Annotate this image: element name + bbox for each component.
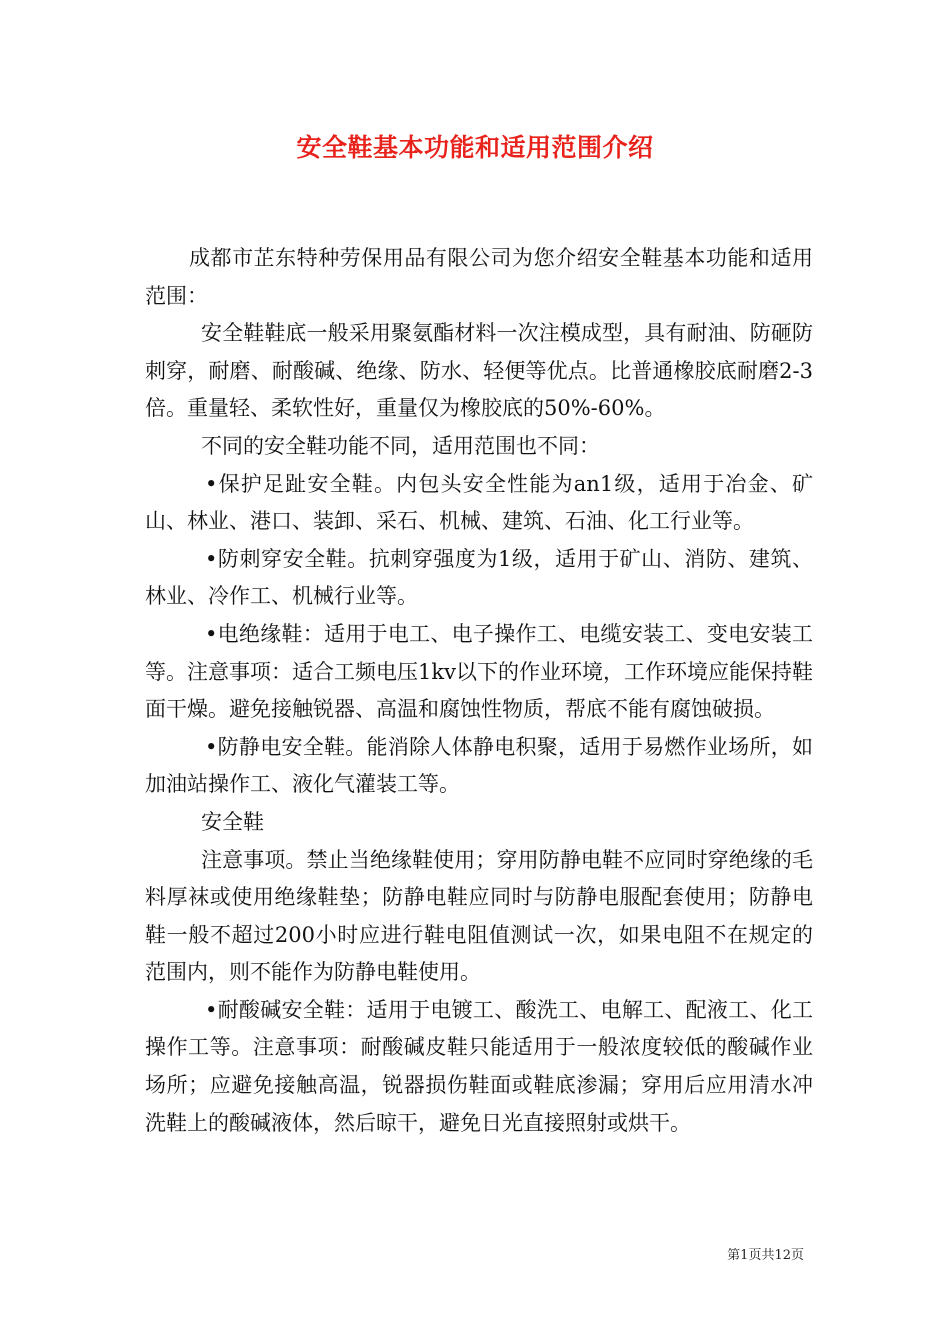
paragraph-function-intro: 不同的安全鞋功能不同，适用范围也不同： (201, 433, 600, 458)
paragraph-toe-protection: •保护足趾安全鞋。内包头安全性能为an1级，适用于冶金、矿山、林业、港口、装卸、采石、机械、建筑、石油、化工行业等。 (145, 471, 813, 534)
paragraph-electrical-insulation: •电绝缘鞋：适用于电工、电子操作工、电缆安装工、变电安装工等。注意事项：适合工频电压1kv以下的作业环境，工作环境应能保持鞋面干燥。避免接触锐器、高温和腐蚀性物质，帮底不能有腐蚀破损。 (145, 621, 813, 722)
paragraph-anti-static: •防静电安全鞋。能消除人体静电积聚，适用于易燃作业场所，如加油站操作工、液化气灌装工等。 (145, 734, 813, 797)
paragraph-puncture-proof: •防刺穿安全鞋。抗刺穿强度为1级，适用于矿山、消防、建筑、林业、冷作工、机械行业等。 (145, 546, 813, 609)
paragraph-acid-alkali: •耐酸碱安全鞋：适用于电镀工、酸洗工、电解工、配液工、化工操作工等。注意事项：耐酸碱皮鞋只能适用于一般浓度较低的酸碱作业场所；应避免接触高温，锐器损伤鞋面或鞋底渗漏；穿用后应用清水冲洗鞋上的酸碱液体，然后晾干，避免日光直接照射或烘干。 (145, 997, 813, 1135)
paragraph-safety-shoe-heading: 安全鞋 (201, 809, 264, 834)
paragraph-anti-static-notes: 注意事项。禁止当绝缘鞋使用；穿用防静电鞋不应同时穿绝缘的毛料厚袜或使用绝缘鞋垫；防静电鞋应同时与防静电服配套使用；防静电鞋一般不超过200小时应进行鞋电阻值测试一次，如果电阻不在规定的范围内，则不能作为防静电鞋使用。 (145, 847, 813, 985)
paragraph-sole-material: 安全鞋鞋底一般采用聚氨酯材料一次注模成型，具有耐油、防砸防刺穿，耐磨、耐酸碱、绝缘、防水、轻便等优点。比普通橡胶底耐磨2-3倍。重量轻、柔软性好，重量仅为橡胶底的50%-60%。 (145, 321, 813, 421)
page-number: 第1页共12页 (727, 1248, 804, 1263)
document-title: 安全鞋基本功能和适用范围介绍 (296, 133, 654, 162)
document-body (145, 240, 813, 1142)
paragraph-intro: 成都市芷东特种劳保用品有限公司为您介绍安全鞋基本功能和适用范围： (145, 246, 813, 308)
